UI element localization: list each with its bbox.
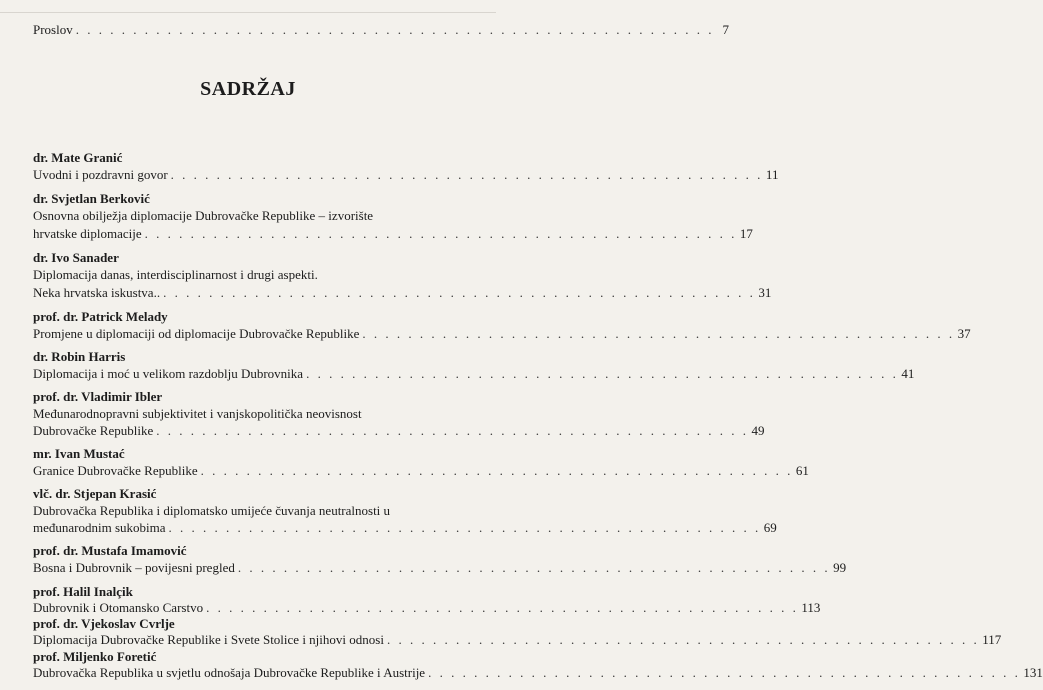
top-divider [0, 12, 496, 13]
dot-leader: . . . . . . . . . . . . . . . . . . . . . . . . . . . . . . . . . . . . . . . . . . . . . . . . . . . . [237, 560, 831, 575]
entry-line[interactable] [33, 226, 753, 241]
dot-leader: . . . . . . . . . . . . . . . . . . . . . . . . . . . . . . . . . . . . . . . . . . . . . . . . . . . . [163, 285, 756, 300]
entry-title: Diplomacija i moć u velikom razdoblju Dubrovnika [33, 366, 304, 381]
entry-page: 113 [801, 600, 821, 615]
entry-title: međunarodnim sukobima [33, 520, 166, 535]
entry-page: 117 [982, 632, 1002, 647]
entry-line[interactable] [33, 326, 971, 341]
entry-line[interactable] [33, 167, 779, 182]
entry-page: 61 [795, 463, 809, 478]
entry-line[interactable] [33, 366, 915, 381]
entry-title: Diplomacija danas, interdisciplinarnost i drugi aspekti. [33, 267, 318, 282]
entry-line[interactable] [33, 285, 772, 300]
entry-page: 11 [765, 167, 779, 182]
entry-line[interactable] [33, 423, 765, 438]
dot-leader: . . . . . . . . . . . . . . . . . . . . . . . . . . . . . . . . . . . . . . . . . . . . . . . . . . . . [386, 632, 980, 647]
prolog-line[interactable] [33, 22, 729, 37]
page-title: SADRŽAJ [200, 78, 296, 100]
prolog-page: 7 [722, 22, 729, 37]
entry-page: 99 [833, 560, 847, 575]
dot-leader: . . . . . . . . . . . . . . . . . . . . . . . . . . . . . . . . . . . . . . . . . . . . . . . . . . . . [362, 326, 955, 341]
entry-title: Bosna i Dubrovnik – povijesni pregled [33, 560, 235, 575]
dot-leader: . . . . . . . . . . . . . . . . . . . . . . . . . . . . . . . . . . . . . . . . . . . . . . . . . . . . [306, 366, 899, 381]
entry-title: Uvodni i pozdravni govor [33, 167, 168, 182]
entry-author: dr. Robin Harris [33, 349, 126, 364]
entry-page: 17 [739, 226, 753, 241]
entry-title: Osnovna obilježja diplomacije Dubrovačke Republike – izvorište [33, 208, 374, 223]
entry-line[interactable] [33, 520, 777, 535]
dot-leader: . . . . . . . . . . . . . . . . . . . . . . . . . . . . . . . . . . . . . . . . . . . . . . . . . . . . . . . . [75, 22, 714, 37]
entry-author: prof. dr. Vladimir Ibler [33, 389, 163, 404]
entry-page: 131 [1023, 665, 1043, 680]
entry-author: vlč. dr. Stjepan Krasić [33, 486, 157, 501]
entry-title: Neka hrvatska iskustva.. [33, 285, 161, 300]
entry-author: dr. Ivo Sanader [33, 250, 119, 265]
entry-author: dr. Mate Granić [33, 150, 123, 165]
entry-author: mr. Ivan Mustać [33, 446, 125, 461]
dot-leader: . . . . . . . . . . . . . . . . . . . . . . . . . . . . . . . . . . . . . . . . . . . . . . . . . . . . [206, 600, 799, 615]
entry-author: prof. Halil Inalçik [33, 584, 133, 599]
entry-title: hrvatske diplomacije [33, 226, 142, 241]
entry-line[interactable] [33, 665, 1043, 680]
entry-author: prof. dr. Mustafa Imamović [33, 543, 187, 558]
entry-title: Dubrovačka Republika i diplomatsko umijeće čuvanja neutralnosti u [33, 503, 391, 518]
prolog-title: Proslov [33, 22, 73, 37]
entry-line[interactable] [33, 560, 847, 575]
dot-leader: . . . . . . . . . . . . . . . . . . . . . . . . . . . . . . . . . . . . . . . . . . . . . . . . . . . . [156, 423, 749, 438]
entry-author: dr. Svjetlan Berković [33, 191, 150, 206]
dot-leader: . . . . . . . . . . . . . . . . . . . . . . . . . . . . . . . . . . . . . . . . . . . . . . . . . . . . [144, 226, 737, 241]
entry-page: 41 [901, 366, 915, 381]
entry-line[interactable] [33, 600, 821, 615]
entry-author: prof. dr. Patrick Melady [33, 309, 168, 324]
dot-leader: . . . . . . . . . . . . . . . . . . . . . . . . . . . . . . . . . . . . . . . . . . . . . . . . . . . . [168, 520, 761, 535]
dot-leader: . . . . . . . . . . . . . . . . . . . . . . . . . . . . . . . . . . . . . . . . . . . . . . . . . . . . [170, 167, 763, 182]
entry-title: Dubrovačka Republika u svjetlu odnošaja Dubrovačke Republike i Austrije [33, 665, 426, 680]
entry-line[interactable] [33, 632, 1002, 647]
dot-leader: . . . . . . . . . . . . . . . . . . . . . . . . . . . . . . . . . . . . . . . . . . . . . . . . . . . . [428, 665, 1021, 680]
entry-title: Dubrovnik i Otomansko Carstvo [33, 600, 204, 615]
dot-leader: . . . . . . . . . . . . . . . . . . . . . . . . . . . . . . . . . . . . . . . . . . . . . . . . . . . . [200, 463, 793, 478]
entry-title: Diplomacija Dubrovačke Republike i Svete Stolice i njihovi odnosi [33, 632, 384, 647]
entry-title: Dubrovačke Republike [33, 423, 154, 438]
entry-page: 31 [758, 285, 772, 300]
entry-title: Promjene u diplomaciji od diplomacije Dubrovačke Republike [33, 326, 360, 341]
entry-author: prof. dr. Vjekoslav Cvrlje [33, 616, 175, 631]
entry-page: 37 [957, 326, 971, 341]
entry-line[interactable] [33, 463, 809, 478]
entry-title: Granice Dubrovačke Republike [33, 463, 198, 478]
entry-author: prof. Miljenko Foretić [33, 649, 157, 664]
entry-title: Međunarodnopravni subjektivitet i vanjskopolitička neovisnost [33, 406, 362, 421]
entry-page: 49 [751, 423, 765, 438]
entry-page: 69 [763, 520, 777, 535]
